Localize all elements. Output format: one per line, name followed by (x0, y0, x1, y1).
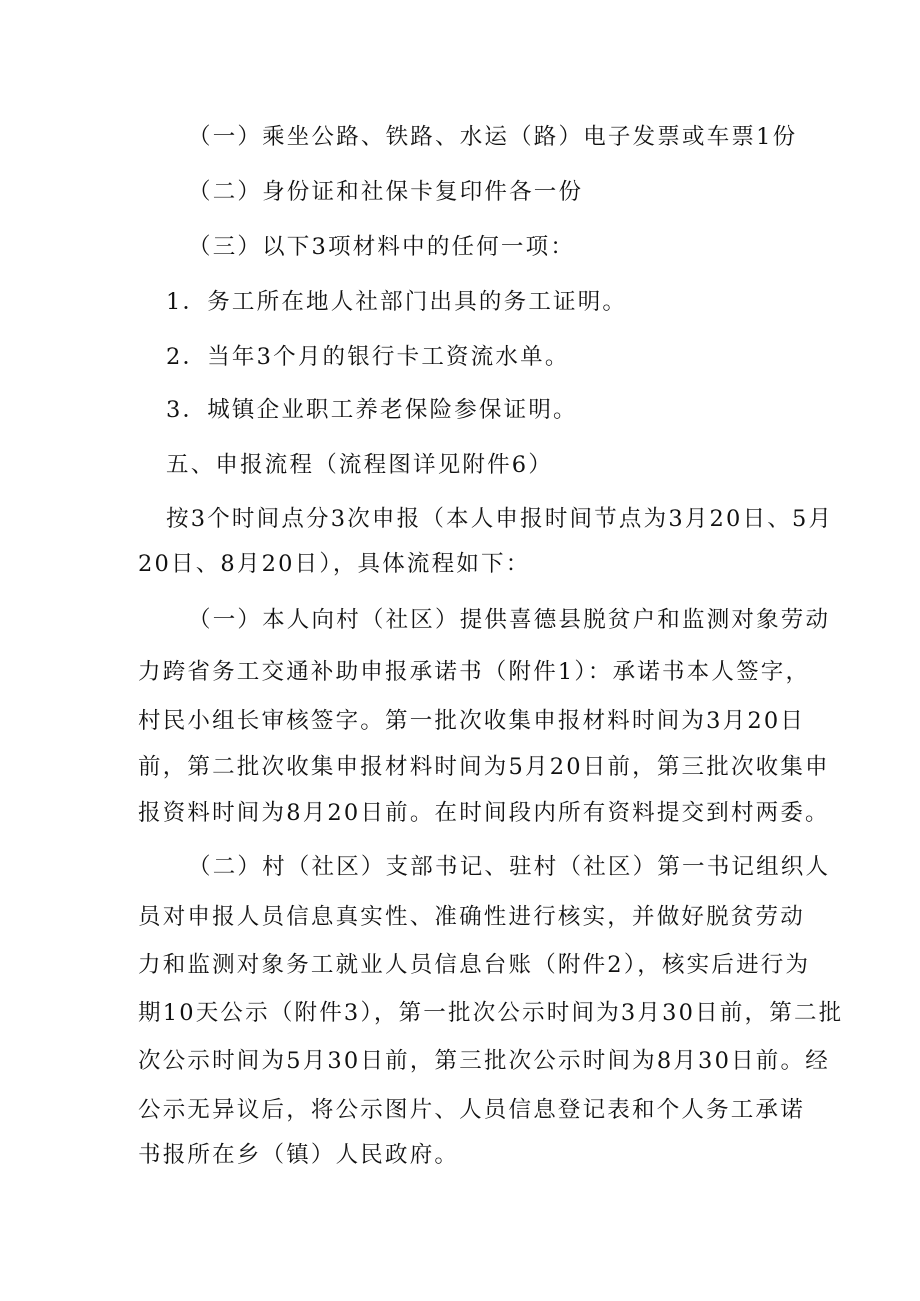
paragraph-line: 书报所在乡（镇）人民政府。 (138, 1142, 460, 1168)
paragraph-line: 20日、8月20日），具体流程如下： (138, 551, 531, 577)
paragraph-line: 按3个时间点分3次申报（本人申报时间节点为3月20日、5月 (166, 506, 834, 532)
paragraph-line: 力跨省务工交通补助申报承诺书（附件1）：承诺书本人签字， (138, 659, 811, 685)
list-item-1: （一）乘坐公路、铁路、水运（路）电子发票或车票1份 (188, 124, 798, 150)
section-heading: 五、申报流程（流程图详见附件6） (166, 452, 554, 478)
paragraph-line: 报资料时间为8月20日前。在时间段内所有资料提交到村两委。 (138, 800, 830, 826)
list-item-2: （二）身份证和社保卡复印件各一份 (188, 179, 584, 205)
paragraph-line: 公示无异议后，将公示图片、人员信息登记表和个人务工承诺 (138, 1097, 805, 1123)
paragraph-line: 期10天公示（附件3），第一批次公示时间为3月30日前，第二批 (138, 1000, 844, 1026)
sub-item-2: 2．当年3个月的银行卡工资流水单。 (166, 344, 570, 370)
paragraph-line: 村民小组长审核签字。第一批次收集申报材料时间为3月20日 (138, 708, 806, 734)
sub-item-1: 1．务工所在地人社部门出具的务工证明。 (166, 289, 628, 315)
sub-item-3: 3．城镇企业职工养老保险参保证明。 (166, 397, 578, 423)
paragraph-line: （一）本人向村（社区）提供喜德县脱贫户和监测对象劳动 (188, 607, 831, 633)
paragraph-line: 力和监测对象务工就业人员信息台账（附件2），核实后进行为 (138, 952, 811, 978)
list-item-3: （三）以下3项材料中的任何一项： (188, 234, 576, 260)
paragraph-line: 次公示时间为5月30日前，第三批次公示时间为8月30日前。经 (138, 1048, 830, 1074)
paragraph-line: 员对申报人员信息真实性、准确性进行核实，并做好脱贫劳动 (138, 904, 805, 930)
paragraph-line: 前，第二批次收集申报材料时间为5月20日前，第三批次收集申 (138, 754, 830, 780)
paragraph-line: （二）村（社区）支部书记、驻村（社区）第一书记组织人 (188, 854, 831, 880)
